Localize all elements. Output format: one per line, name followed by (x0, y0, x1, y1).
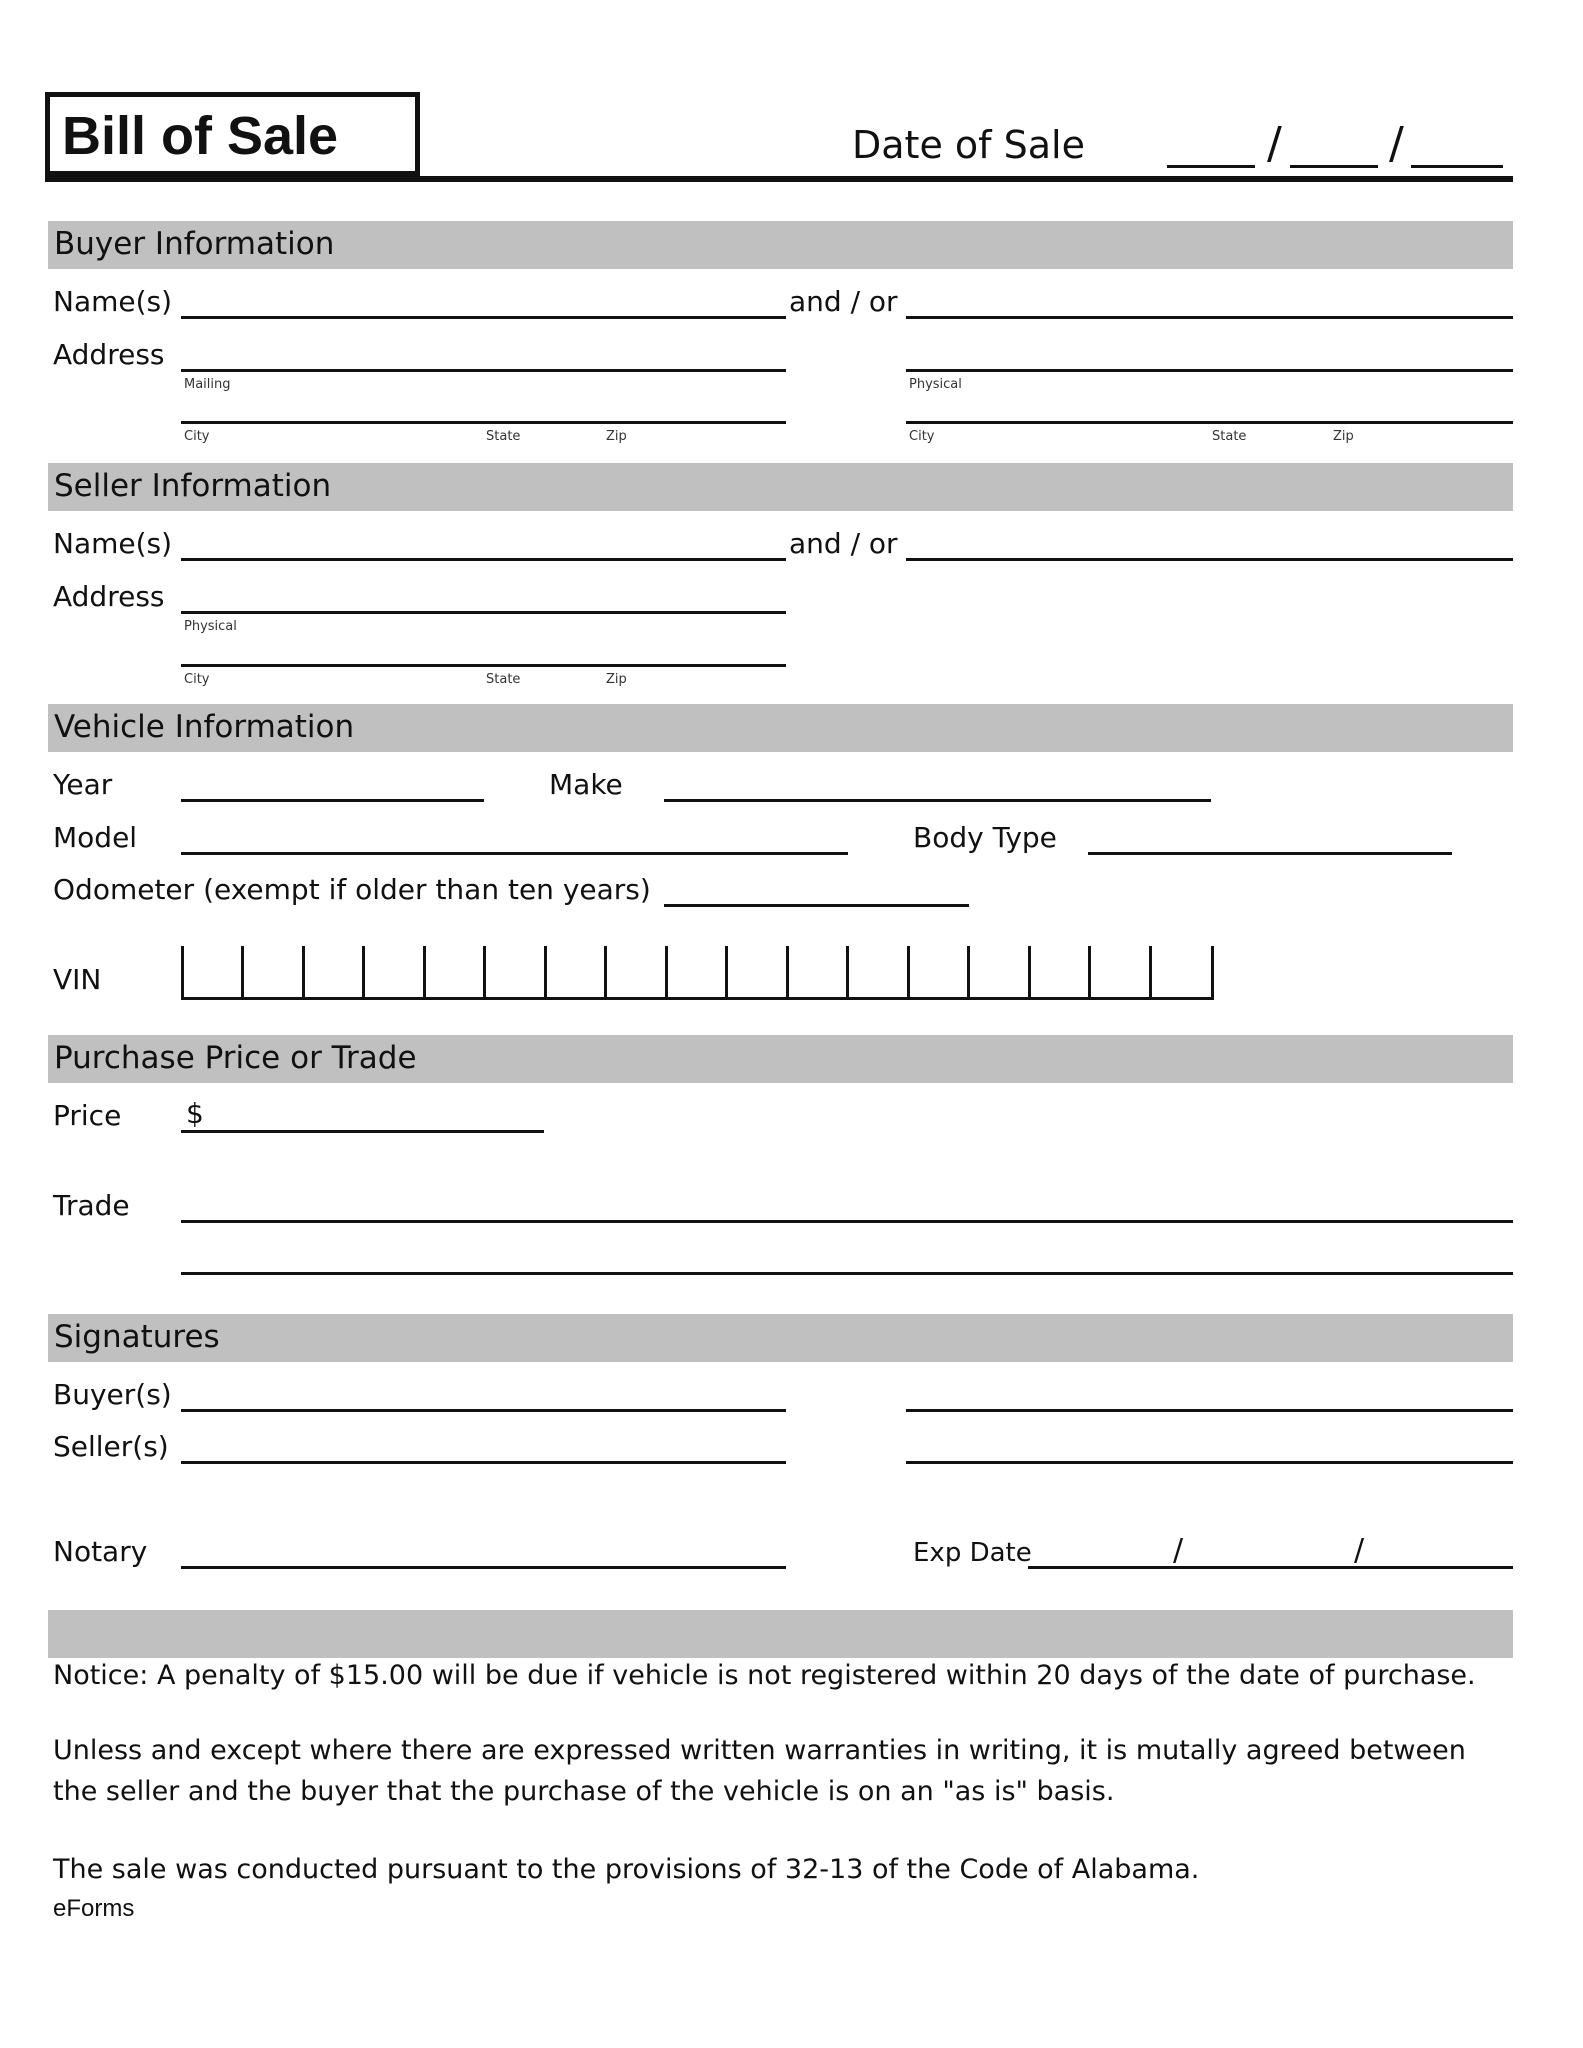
purchase-section-header (48, 1035, 1513, 1083)
trade-field-line-2[interactable] (181, 1272, 1513, 1275)
vehicle-section-header (48, 704, 1513, 752)
buyer-physical-zip-caption: Zip (1333, 429, 1354, 444)
odometer-field[interactable] (664, 904, 969, 907)
header-rule (45, 176, 1513, 182)
buyers-signature-label: Buyer(s) (53, 1378, 172, 1411)
seller-section-header (48, 463, 1513, 511)
title-box (45, 92, 420, 176)
trade-label: Trade (53, 1189, 130, 1222)
vin-cell-divider (483, 946, 486, 997)
make-label: Make (549, 768, 623, 801)
seller-physical-caption: Physical (184, 619, 237, 634)
exp-date-slash-2: / (1354, 1533, 1365, 1568)
notary-signature-field[interactable] (181, 1566, 786, 1569)
vin-cell-divider (423, 946, 426, 997)
signatures-section-title: Signatures (54, 1319, 220, 1355)
page-title: Bill of Sale (62, 106, 339, 166)
vin-cell-divider (604, 946, 607, 997)
seller-physical-address-field[interactable] (181, 611, 786, 614)
vin-cell-divider (1149, 946, 1152, 997)
seller-name-2-field[interactable] (906, 558, 1513, 561)
buyer-address-label: Address (53, 338, 165, 371)
vin-cell-divider (967, 946, 970, 997)
vin-cell-divider (362, 946, 365, 997)
make-field[interactable] (664, 799, 1211, 802)
body-type-field[interactable] (1088, 852, 1452, 855)
vin-field[interactable] (181, 946, 1214, 1000)
notice-band (48, 1610, 1513, 1658)
seller-city-state-zip-field[interactable] (181, 664, 786, 667)
seller-section-title: Seller Information (54, 468, 332, 504)
seller-signature-1-field[interactable] (181, 1461, 786, 1464)
seller-state-caption: State (486, 672, 521, 687)
body-type-label: Body Type (913, 821, 1057, 854)
vin-cell-divider (725, 946, 728, 997)
penalty-notice: Notice: A penalty of $15.00 will be due if vehicle is not registered within 20 days of the date of purchase. (53, 1660, 1476, 1691)
vin-cell-divider (544, 946, 547, 997)
date-month-field[interactable] (1167, 165, 1255, 168)
buyer-mailing-city-state-zip-field[interactable] (181, 421, 786, 424)
date-year-field[interactable] (1411, 165, 1503, 168)
vin-cell-divider (302, 946, 305, 997)
seller-names-label: Name(s) (53, 527, 173, 560)
vin-cell-divider (786, 946, 789, 997)
vehicle-section-title: Vehicle Information (54, 709, 355, 745)
buyer-physical-address-field[interactable] (906, 369, 1513, 372)
model-label: Model (53, 821, 138, 854)
seller-city-caption: City (184, 672, 210, 687)
buyer-mailing-city-caption: City (184, 429, 210, 444)
vin-cell-divider (1028, 946, 1031, 997)
currency-symbol: $ (186, 1097, 204, 1130)
date-slash-2: / (1389, 118, 1404, 169)
purchase-section-title: Purchase Price or Trade (54, 1040, 417, 1076)
notary-label: Notary (53, 1535, 148, 1568)
date-slash-1: / (1267, 118, 1282, 169)
price-field[interactable] (181, 1130, 544, 1133)
vin-cell-divider (846, 946, 849, 997)
seller-address-label: Address (53, 580, 165, 613)
date-day-field[interactable] (1290, 165, 1378, 168)
buyer-mailing-zip-caption: Zip (606, 429, 627, 444)
buyer-physical-city-caption: City (909, 429, 935, 444)
seller-signature-2-field[interactable] (906, 1461, 1513, 1464)
year-field[interactable] (181, 799, 484, 802)
exp-date-field[interactable] (1028, 1566, 1513, 1569)
seller-and-or-label: and / or (789, 527, 898, 560)
seller-zip-caption: Zip (606, 672, 627, 687)
footer-brand: eForms (53, 1895, 135, 1922)
seller-name-1-field[interactable] (181, 558, 786, 561)
buyer-section-header (48, 221, 1513, 269)
exp-date-label: Exp Date (913, 1538, 1032, 1568)
buyer-and-or-label: and / or (789, 285, 898, 318)
warranty-notice: Unless and except where there are expressed written warranties in writing, it is mutally agreed between the seller and the buyer that the purchase of the vehicle is on an "as is" basis. (53, 1735, 1466, 1807)
vin-cell-divider (907, 946, 910, 997)
buyer-physical-state-caption: State (1212, 429, 1247, 444)
year-label: Year (53, 768, 113, 801)
buyer-mailing-address-field[interactable] (181, 369, 786, 372)
buyer-signature-2-field[interactable] (906, 1409, 1513, 1412)
vin-cell-divider (665, 946, 668, 997)
buyer-physical-city-state-zip-field[interactable] (906, 421, 1513, 424)
sellers-signature-label: Seller(s) (53, 1430, 169, 1463)
vin-cell-divider (241, 946, 244, 997)
buyer-section-title: Buyer Information (54, 226, 335, 262)
model-field[interactable] (181, 852, 848, 855)
exp-date-slash-1: / (1173, 1533, 1184, 1568)
odometer-label: Odometer (exempt if older than ten years) (53, 873, 651, 906)
trade-field-line-1[interactable] (181, 1220, 1513, 1223)
buyer-name-1-field[interactable] (181, 316, 786, 319)
buyer-name-2-field[interactable] (906, 316, 1513, 319)
buyer-mailing-caption: Mailing (184, 377, 231, 392)
buyer-physical-caption: Physical (909, 377, 962, 392)
buyer-mailing-state-caption: State (486, 429, 521, 444)
buyer-signature-1-field[interactable] (181, 1409, 786, 1412)
price-label: Price (53, 1099, 122, 1132)
buyer-names-label: Name(s) (53, 285, 173, 318)
signatures-section-header (48, 1314, 1513, 1362)
vin-label: VIN (53, 963, 102, 996)
date-of-sale-label: Date of Sale (852, 123, 1085, 167)
code-notice: The sale was conducted pursuant to the provisions of 32-13 of the Code of Alabama. (53, 1854, 1200, 1885)
vin-cell-divider (1088, 946, 1091, 997)
